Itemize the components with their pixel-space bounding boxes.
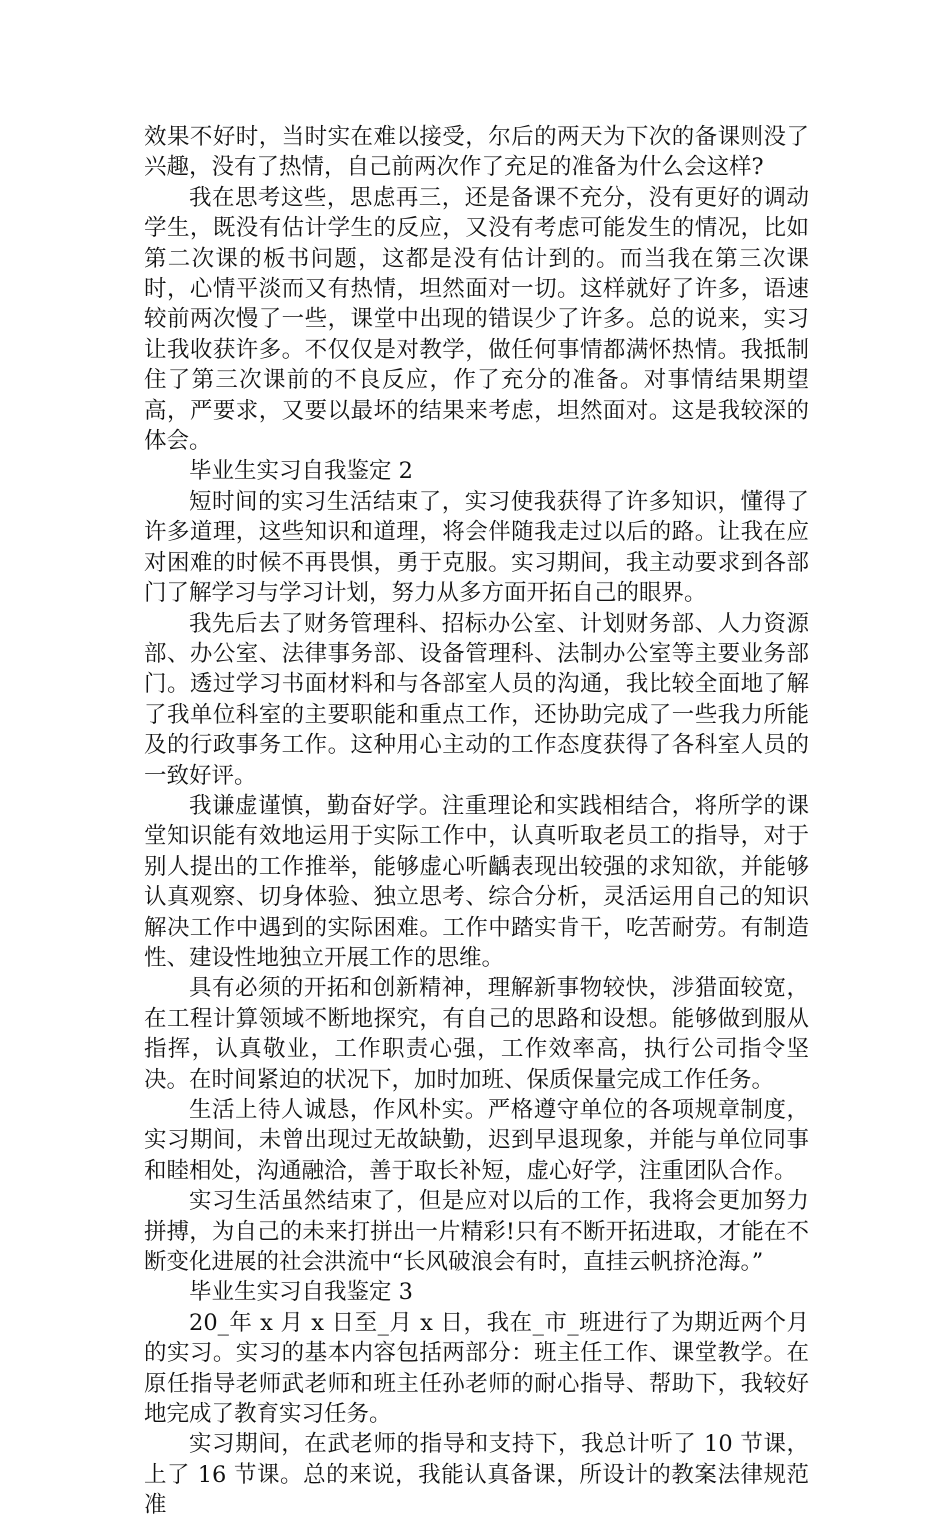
paragraph: 短时间的实习生活结束了，实习使我获得了许多知识，懂得了许多道理，这些知识和道理，将会伴随我走过以后的路。让我在应对困难的时候不再畏惧，勇于克服。实习期间，我主动要求到各部门了解学习与学习计划，努力从多方面开拓自己的眼界。 (144, 488, 809, 607)
paragraph: 具有必须的开拓和创新精神，理解新事物较快，涉猎面较宽，在工程计算领域不断地探究，有自己的思路和设想。能够做到服从指挥，认真敬业，工作职责心强，工作效率高，执行公司指令坚决。在时间紧迫的状况下，加时加班、保质保量完成工作任务。 (144, 975, 809, 1093)
paragraph: 20_年 x 月 x 日至_月 x 日，我在_市_班进行了为期近两个月的实习。实习的基本内容包括两部分：班主任工作、课堂教学。在原任指导老师武老师和班主任孙老师的耐心指导、帮助下，我较好地完成了教育实习任务。 (144, 1309, 809, 1428)
section-heading: 毕业生实习自我鉴定 3 (189, 1279, 413, 1306)
paragraph: 我先后去了财务管理科、招标办公室、计划财务部、人力资源部、办公室、法律事务部、设备管理科、法制办公室等主要业务部门。透过学习书面材料和与各部室人员的沟通，我比较全面地了解了我单位科室的主要职能和重点工作，还协助完成了一些我力所能及的行政事务工作。这种用心主动的工作态度获得了各科室人员的一致好评。 (144, 610, 809, 789)
paragraph: 实习期间，在武老师的指导和支持下，我总计听了 10 节课，上了 16 节课。总的来说，我能认真备课，所设计的教案法律规范准 (144, 1431, 809, 1519)
paragraph: 我在思考这些，思虑再三，还是备课不充分，没有更好的调动学生，既没有估计学生的反应，又没有考虑可能发生的情况，比如第二次课的板书问题，这都是没有估计到的。而当我在第三次课时，心情平淡而又有热情，坦然面对一切。这样就好了许多，语速较前两次慢了一些，课堂中出现的错误少了许多。总的说来，实习让我收获许多。不仅仅是对教学，做任何事情都满怀热情。我抵制住了第三次课前的不良反应，作了充分的准备。对事情结果期望高，严要求，又要以最坏的结果来考虑，坦然面对。这是我较深的体会。 (144, 184, 809, 455)
paragraph: 生活上待人诚恳，作风朴实。严格遵守单位的各项规章制度，实习期间，未曾出现过无故缺勤，迟到早退现象，并能与单位同事和睦相处，沟通融洽，善于取长补短，虚心好学，注重团队合作。 (144, 1097, 809, 1184)
paragraph: 效果不好时，当时实在难以接受，尔后的两天为下次的备课则没了兴趣，没有了热情，自己前两次作了充足的准备为什么会这样? (144, 124, 809, 181)
paragraph: 实习生活虽然结束了，但是应对以后的工作，我将会更加努力拼搏，为自己的未来打拼出一片精彩!只有不断开拓进取，才能在不断变化进展的社会洪流中“长风破浪会有时，直挂云帆挤沧海。” (144, 1188, 809, 1276)
paragraph: 我谦虚谨慎，勤奋好学。注重理论和实践相结合，将所学的课堂知识能有效地运用于实际工作中，认真听取老员工的指导，对于别人提出的工作推举，能够虚心听齲表现出较强的求知欲，并能够认真观察、切身体验、独立思考、综合分析，灵活运用自己的知识解决工作中遇到的实际困难。工作中踏实肯干，吃苦耐劳。有制造性、建设性地独立开展工作的思维。 (144, 792, 809, 971)
document-body (144, 122, 809, 1521)
section-heading: 毕业生实习自我鉴定 2 (189, 458, 413, 485)
